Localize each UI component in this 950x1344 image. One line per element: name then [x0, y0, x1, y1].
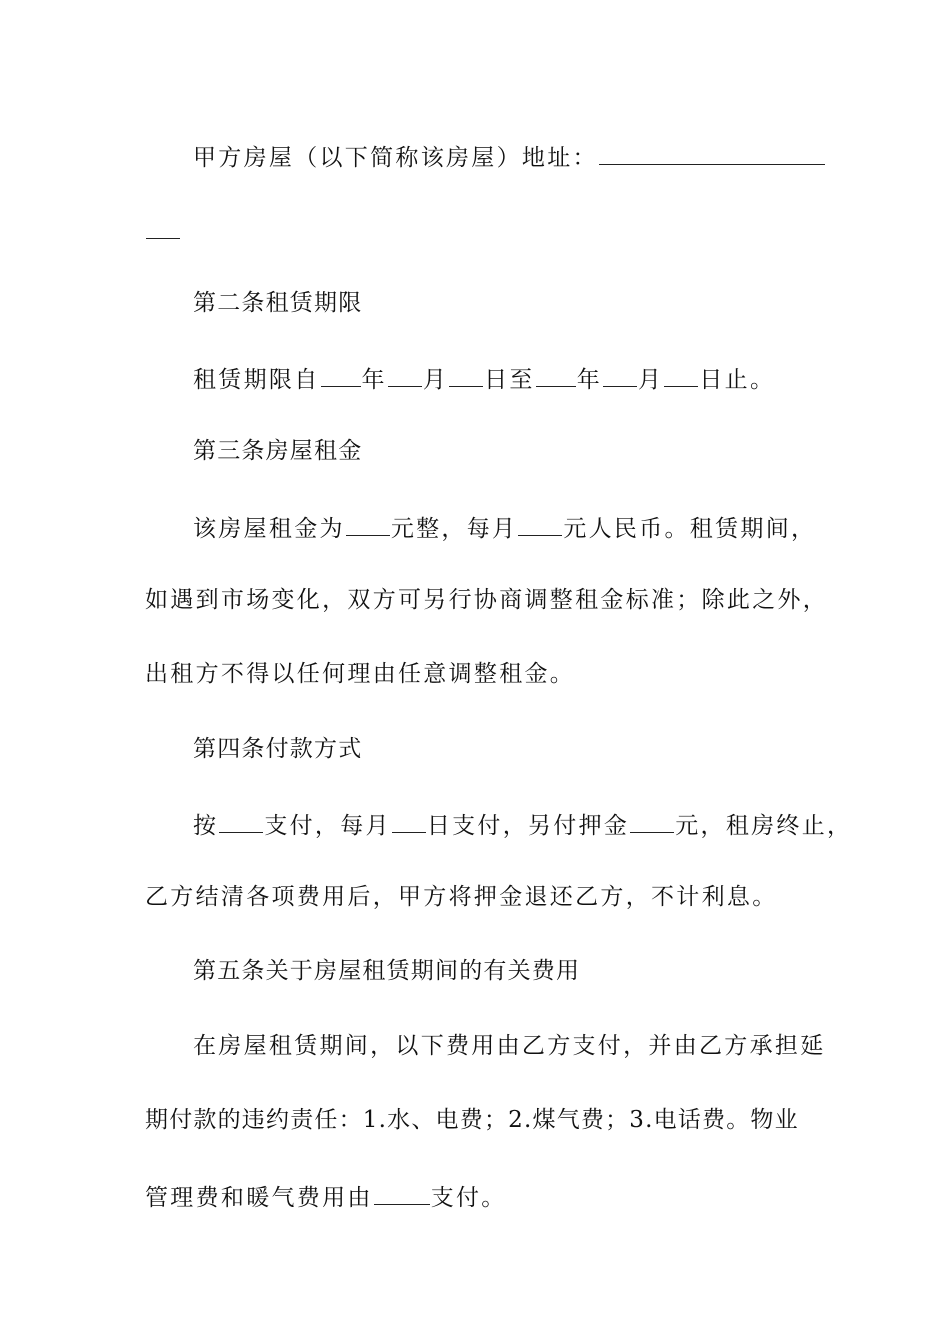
- rent-line-3: 出租方不得以任何理由任意调整租金。: [145, 661, 576, 687]
- article-3-heading: 第三条房屋租金: [193, 438, 363, 464]
- rent-currency-text: 元人民币。租赁期间，: [563, 516, 817, 542]
- deposit-blank: [630, 808, 674, 833]
- management-fee-payer-blank: [374, 1180, 430, 1205]
- address-label: 甲方房屋（以下简称该房屋）地址：: [193, 145, 598, 171]
- article-5-heading: 第五条关于房屋租赁期间的有关费用: [193, 958, 581, 984]
- fees-line-2: 期付款的违约责任：1.水、电费；2.煤气费；3.电话费。物业: [145, 1107, 799, 1133]
- start-year-blank: [321, 362, 361, 387]
- pay-text: 支付。: [430, 1185, 507, 1211]
- payment-line-1: [193, 808, 873, 841]
- article-4-heading: 第四条付款方式: [193, 736, 363, 762]
- start-day-blank: [449, 362, 483, 387]
- end-month-blank: [603, 362, 637, 387]
- address-line: [193, 140, 873, 173]
- rent-amount-label: 该房屋租金为: [193, 516, 345, 542]
- year-label: 年: [361, 367, 387, 393]
- end-year-label: 年: [576, 367, 603, 393]
- fees-line-3: [145, 1180, 825, 1213]
- rent-line-1: [193, 511, 873, 544]
- termination-text: 元，租房终止，: [675, 813, 853, 839]
- rent-monthly-blank: [518, 511, 562, 536]
- address-blank-continued: [146, 214, 180, 239]
- payment-line-2: 乙方结清各项费用后，甲方将押金退还乙方，不计利息。: [145, 884, 778, 910]
- day-to-label: 日至: [484, 367, 535, 393]
- rent-total-blank: [346, 511, 390, 536]
- payment-monthly-label: 支付，每月: [264, 813, 391, 839]
- lease-term-from: 租赁期限自: [193, 367, 320, 393]
- start-month-blank: [388, 362, 422, 387]
- payment-by-label: 按: [193, 813, 219, 839]
- article-2-heading: 第二条租赁期限: [193, 290, 363, 316]
- end-day-label: 日止。: [699, 367, 776, 393]
- deposit-label: 日支付，另付押金: [426, 813, 630, 839]
- fees-line-1: 在房屋租赁期间，以下费用由乙方支付，并由乙方承担延: [193, 1033, 826, 1059]
- payment-method-blank: [219, 808, 263, 833]
- rent-line-2: 如遇到市场变化，双方可另行协商调整租金标准；除此之外，: [145, 587, 829, 613]
- address-line-continuation: [145, 214, 825, 247]
- lease-term-line: [193, 362, 873, 395]
- month-label: 月: [422, 367, 449, 393]
- end-month-label: 月: [638, 367, 664, 393]
- end-year-blank: [536, 362, 576, 387]
- address-blank: [599, 140, 825, 165]
- management-fee-label: 管理费和暖气费用由: [145, 1185, 373, 1211]
- payment-day-blank: [392, 808, 426, 833]
- end-day-blank: [664, 362, 698, 387]
- rent-monthly-label: 元整，每月: [390, 516, 518, 542]
